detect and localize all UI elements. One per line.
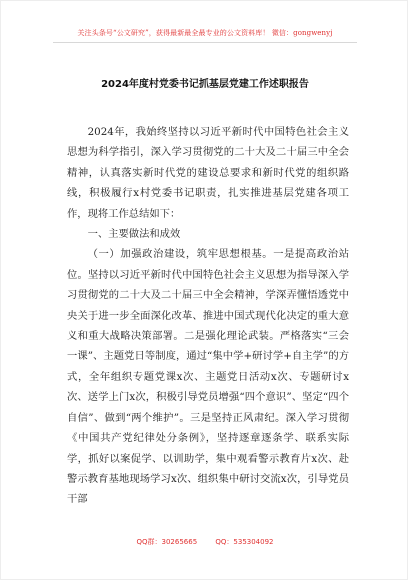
paragraph-political: （一）加强政治建设，筑牢思想根基。一是提高政治站位。坚持以习近平新时代中国特色社会主义思想为指导深入学习贯彻党的二十大及二十届三中全会精神，学深弄懂悟透党中央关于进一步全面深化改革、推进中国式现代化决定的重大意义和重大战略决策部署。二是强化理论武装。严格落实“三会一课”、主题党日等制度，通过“集中学+研讨学+自主学”的方式，全年组织专题党课x次、主题党日活动x次、专题研讨x次、送学上门x次，积极引导党员增强“四个意识”、坚定“四个自信”、做到“两个维护”。三是坚持正风肃纪。深入学习贯彻《中国共产党纪律处分条例》，坚持逐章逐条学、联系实际学，抓好以案促学、以训助学，集中观看警示教育片x次、赴警示教育基地现场学习x次、组织集中研讨交流x次，引导党员干部 [67, 248, 349, 506]
section-heading: 一、主要做法和成效 [87, 228, 181, 241]
header-divider [53, 42, 357, 43]
document-title: 2024年度村党委书记抓基层党建工作述职报告 [101, 79, 309, 90]
document-body [67, 122, 349, 510]
header-banner: 关注头条号“公文研究”，获得最新最全最专业的公文资料库！ 微信：gongwenyj [77, 29, 333, 37]
paragraph-intro: 2024年，我始终坚持以习近平新时代中国特色社会主义思想为科学指引，深入学习贯彻党的二十大及二十届三中全会精神，认真落实新时代党的建设总要求和新时代党的组织路线，积极履行x村党委书记职责，扎实推进基层党建各项工作，现将工作总结如下： [67, 126, 349, 220]
footer-qq-group: QQ群：30265665 [136, 538, 198, 546]
footer-contact [1, 537, 408, 547]
footer-qq: QQ：535304092 [215, 538, 274, 546]
